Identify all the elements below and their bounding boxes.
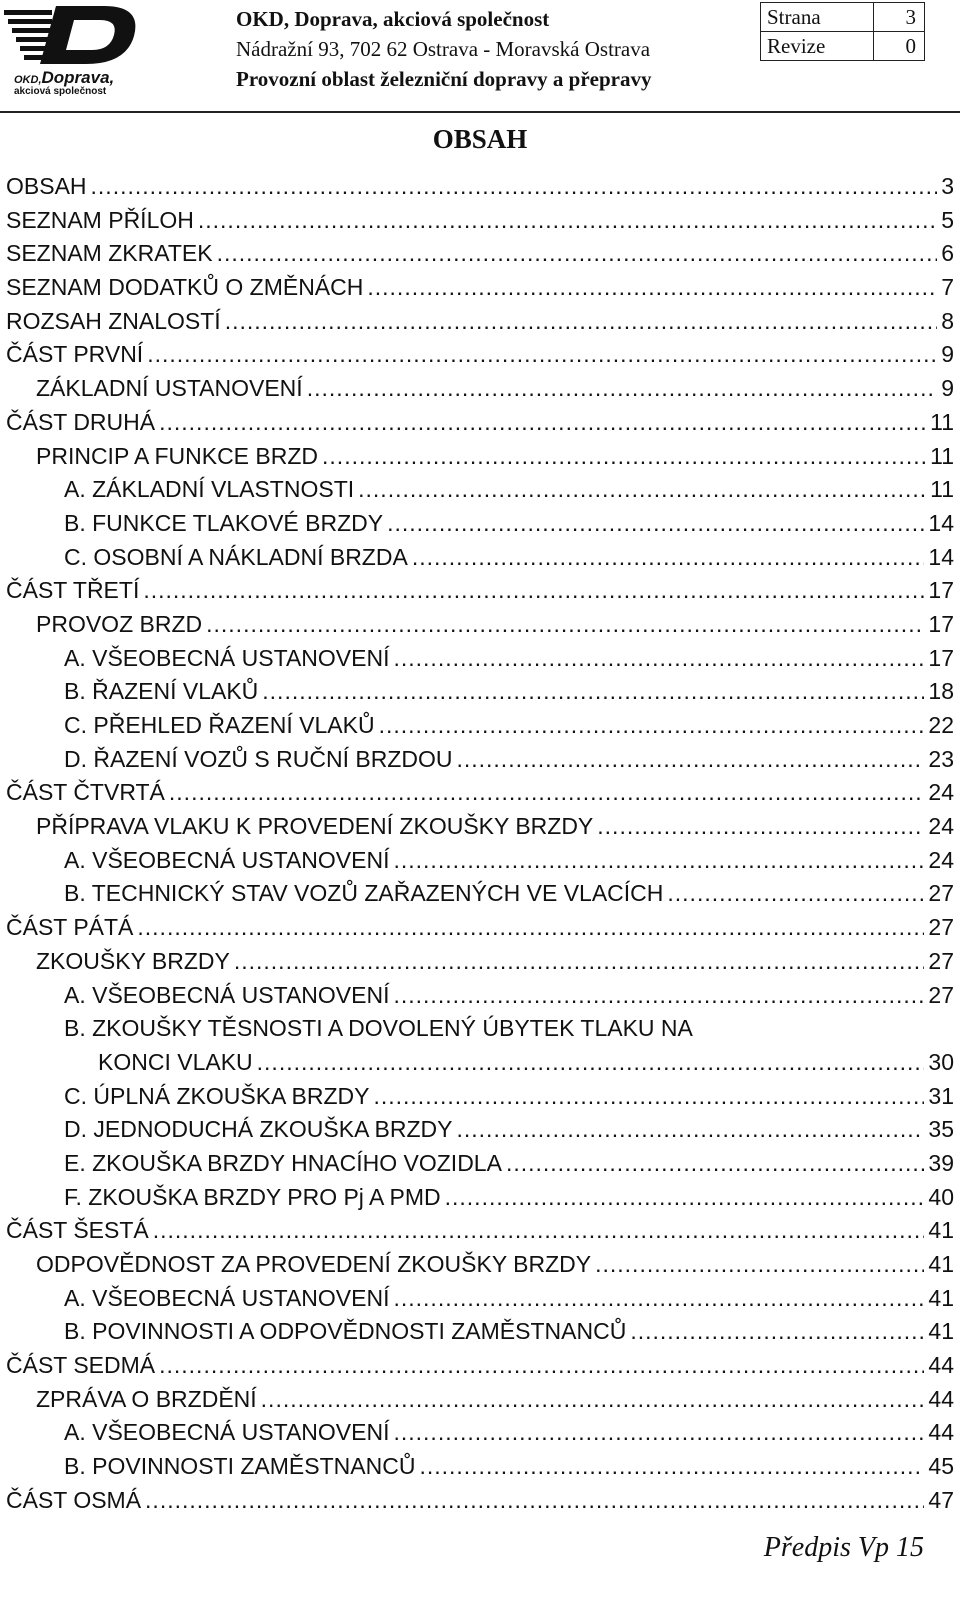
toc-entry-page: 27	[928, 981, 954, 1008]
toc-entry-label: C. OSOBNÍ A NÁKLADNÍ BRZDA	[64, 543, 408, 570]
toc-dot-leader	[419, 1450, 924, 1484]
toc-entry-page: 41	[928, 1318, 954, 1345]
toc-entry-page: 17	[928, 577, 954, 604]
toc-dot-leader	[358, 473, 926, 507]
toc-entry-label: ZÁKLADNÍ USTANOVENÍ	[36, 375, 303, 402]
toc-dot-leader	[206, 608, 924, 642]
toc-dot-leader	[153, 1214, 925, 1248]
page-label: Strana	[761, 3, 874, 32]
toc-entry[interactable]	[6, 372, 954, 406]
toc-entry-row	[36, 945, 954, 979]
toc-entry-label: ZPRÁVA O BRZDĚNÍ	[36, 1385, 257, 1412]
toc-entry-page: 8	[941, 307, 954, 334]
toc-entry[interactable]	[6, 1484, 954, 1518]
logo-mark-icon	[4, 4, 144, 74]
company-department: Provozní oblast železniční dopravy a přepravy	[236, 67, 652, 91]
toc-entry[interactable]	[6, 675, 954, 709]
toc-entry-page: 17	[928, 610, 954, 637]
toc-entry-row	[64, 979, 954, 1013]
toc-entry-label: SEZNAM DODATKŮ O ZMĚNÁCH	[6, 274, 364, 301]
toc-dot-leader	[387, 507, 924, 541]
toc-entry-page: 40	[928, 1183, 954, 1210]
toc-entry-page: 44	[928, 1419, 954, 1446]
toc-dot-leader	[595, 1248, 924, 1282]
toc-entry-page: 41	[928, 1251, 954, 1278]
toc-entry-label: B. POVINNOSTI ZAMĚSTNANCŮ	[64, 1453, 416, 1480]
toc-entry[interactable]	[6, 1282, 954, 1316]
toc-entry-label: ČÁST ŠESTÁ	[6, 1217, 149, 1244]
toc-entry-page: 7	[941, 274, 954, 301]
toc-entry-page: 31	[928, 1082, 954, 1109]
toc-dot-leader	[145, 1484, 924, 1518]
toc-entry-label: PŘÍPRAVA VLAKU K PROVEDENÍ ZKOUŠKY BRZDY	[36, 813, 594, 840]
toc-entry-page: 11	[930, 408, 954, 435]
toc-entry-row	[6, 271, 954, 305]
toc-dot-leader	[393, 1282, 924, 1316]
toc-entry[interactable]	[6, 1315, 954, 1349]
page-meta-table	[760, 2, 925, 61]
toc-entry-row	[64, 1147, 954, 1181]
toc-entry-label: ČÁST DRUHÁ	[6, 408, 156, 435]
toc-dot-leader	[445, 1181, 925, 1215]
toc-entry-row	[64, 1080, 954, 1114]
toc-entry-page: 41	[928, 1217, 954, 1244]
toc-entry-label: ZKOUŠKY BRZDY	[36, 947, 230, 974]
toc-entry-page: 30	[928, 1048, 954, 1075]
toc-entry-row	[6, 574, 954, 608]
toc-dot-leader	[234, 945, 925, 979]
toc-entry-row	[64, 844, 954, 878]
toc-dot-leader	[307, 372, 938, 406]
toc-entry-row	[36, 810, 954, 844]
toc-entry-label: F. ZKOUŠKA BRZDY PRO Pj A PMD	[64, 1183, 441, 1210]
toc-entry-page: 44	[928, 1385, 954, 1412]
toc-entry-row	[6, 237, 954, 271]
toc-dot-leader	[261, 1383, 925, 1417]
toc-entry-page: 18	[928, 678, 954, 705]
toc-entry-label: ČÁST OSMÁ	[6, 1486, 142, 1513]
toc-entry-label: A. VŠEOBECNÁ USTANOVENÍ	[64, 644, 390, 671]
toc-dot-leader	[667, 877, 924, 911]
toc-entry-page: 6	[941, 240, 954, 267]
toc-dot-leader	[630, 1315, 924, 1349]
toc-entry-page: 9	[941, 341, 954, 368]
toc-entry-row	[64, 507, 954, 541]
toc-entry-row	[6, 305, 954, 339]
toc-entry[interactable]	[6, 1147, 954, 1181]
toc-entry-row	[64, 743, 954, 777]
toc-entry-row	[6, 1484, 954, 1518]
toc-entry[interactable]	[6, 507, 954, 541]
toc-dot-leader	[367, 271, 937, 305]
toc-entry-label: D. JEDNODUCHÁ ZKOUŠKA BRZDY	[64, 1116, 453, 1143]
toc-entry[interactable]	[6, 1012, 954, 1079]
toc-entry-row	[64, 541, 954, 575]
toc-entry[interactable]	[6, 911, 954, 945]
toc-entry[interactable]	[6, 776, 954, 810]
toc-entry-row	[64, 1046, 954, 1080]
toc-entry[interactable]	[6, 1113, 954, 1147]
document-header	[0, 0, 960, 112]
toc-entry-label: PRINCIP A FUNKCE BRZD	[36, 442, 319, 469]
toc-entry-row	[64, 1416, 954, 1450]
toc-dot-leader	[393, 1416, 924, 1450]
toc-entry-label: ODPOVĚDNOST ZA PROVEDENÍ ZKOUŠKY BRZDY	[36, 1251, 592, 1278]
toc-dot-leader	[412, 541, 925, 575]
toc-dot-leader	[159, 1349, 924, 1383]
toc-entry-row	[64, 1113, 954, 1147]
toc-entry-row	[6, 204, 954, 238]
toc-entry[interactable]	[6, 541, 954, 575]
toc-entry-row	[36, 1248, 954, 1282]
toc-entry[interactable]	[6, 271, 954, 305]
toc-dot-leader	[393, 844, 924, 878]
toc-entry-row	[6, 1214, 954, 1248]
toc-entry[interactable]	[6, 1248, 954, 1282]
toc-entry-row	[6, 1349, 954, 1383]
toc-entry-label: ČÁST ČTVRTÁ	[6, 779, 165, 806]
toc-dot-leader	[257, 1046, 925, 1080]
toc-entry-page: 9	[941, 375, 954, 402]
toc-entry[interactable]	[6, 237, 954, 271]
toc-entry-label: A. VŠEOBECNÁ USTANOVENÍ	[64, 1419, 390, 1446]
toc-entry[interactable]	[6, 473, 954, 507]
toc-entry-label: A. ZÁKLADNÍ VLASTNOSTI	[64, 476, 355, 503]
toc-entry-label: SEZNAM ZKRATEK	[6, 240, 213, 267]
table-of-contents	[6, 170, 954, 1518]
toc-entry-label: C. ÚPLNÁ ZKOUŠKA BRZDY	[64, 1082, 370, 1109]
toc-entry-page: 39	[928, 1149, 954, 1176]
toc-entry-label: ČÁST SEDMÁ	[6, 1352, 156, 1379]
toc-entry-page: 24	[928, 813, 954, 840]
toc-entry-label: B. FUNKCE TLAKOVÉ BRZDY	[64, 509, 384, 536]
toc-entry-page: 47	[928, 1486, 954, 1513]
toc-dot-leader	[225, 305, 938, 339]
toc-entry-label: B. TECHNICKÝ STAV VOZŮ ZAŘAZENÝCH VE VLACÍCH	[64, 880, 664, 907]
toc-entry-label: C. PŘEHLED ŘAZENÍ VLAKŮ	[64, 712, 375, 738]
toc-entry-label: D. ŘAZENÍ VOZŮ S RUČNÍ BRZDOU	[64, 745, 453, 772]
toc-entry-label: A. VŠEOBECNÁ USTANOVENÍ	[64, 1284, 390, 1311]
toc-entry-page: 3	[941, 173, 954, 199]
toc-entry-row	[64, 1315, 954, 1349]
toc-entry-label: OBSAH	[6, 173, 87, 199]
revision-label: Revize	[761, 32, 874, 61]
toc-dot-leader	[393, 979, 924, 1013]
toc-entry[interactable]	[6, 305, 954, 339]
toc-entry-page: 24	[928, 779, 954, 806]
header-divider	[0, 111, 960, 113]
toc-dot-leader	[506, 1147, 924, 1181]
toc-entry[interactable]	[6, 1181, 954, 1215]
toc-entry-row	[64, 1181, 954, 1215]
toc-entry[interactable]	[6, 608, 954, 642]
company-info	[236, 4, 736, 94]
toc-entry-page: 35	[928, 1116, 954, 1143]
toc-dot-leader	[379, 709, 925, 743]
toc-entry[interactable]	[6, 1450, 954, 1484]
toc-entry-page: 41	[928, 1284, 954, 1311]
toc-entry[interactable]	[6, 338, 954, 372]
revision-number: 0	[874, 32, 925, 61]
toc-entry[interactable]	[6, 979, 954, 1013]
toc-dot-leader	[143, 574, 924, 608]
toc-entry[interactable]	[6, 406, 954, 440]
toc-entry-label: ČÁST PÁTÁ	[6, 914, 134, 941]
toc-entry[interactable]	[6, 204, 954, 238]
toc-entry-page: 27	[928, 914, 954, 941]
toc-entry-label: ČÁST TŘETÍ	[6, 577, 140, 604]
toc-entry[interactable]	[6, 574, 954, 608]
toc-entry-page: 22	[928, 712, 954, 738]
toc-entry-page: 14	[928, 543, 954, 570]
toc-dot-leader	[169, 776, 925, 810]
company-logo	[4, 4, 144, 96]
toc-entry-page: 5	[941, 206, 954, 233]
page-number: 3	[874, 3, 925, 32]
toc-entry-row	[36, 440, 954, 474]
toc-entry-label: PROVOZ BRZD	[36, 610, 203, 637]
page-row	[761, 3, 925, 32]
toc-entry-page: 17	[928, 644, 954, 671]
toc-entry[interactable]	[6, 440, 954, 474]
toc-entry-page: 14	[928, 509, 954, 536]
toc-dot-leader	[147, 338, 937, 372]
toc-entry-label: E. ZKOUŠKA BRZDY HNACÍHO VOZIDLA	[64, 1149, 502, 1176]
toc-dot-leader	[137, 911, 924, 945]
toc-entry[interactable]	[6, 1214, 954, 1248]
toc-entry-page: 27	[928, 880, 954, 907]
logo-subtitle: akciová společnost	[14, 86, 107, 97]
toc-entry-label: SEZNAM PŘÍLOH	[6, 206, 194, 233]
toc-dot-leader	[393, 642, 924, 676]
toc-dot-leader	[456, 743, 924, 777]
toc-entry[interactable]	[6, 810, 954, 844]
toc-entry-row	[6, 406, 954, 440]
toc-entry[interactable]	[6, 877, 954, 911]
toc-entry-page: 23	[928, 745, 954, 772]
toc-entry-label: ROZSAH ZNALOSTÍ	[6, 307, 221, 334]
toc-entry-row	[6, 911, 954, 945]
toc-entry-page: 11	[930, 442, 954, 469]
toc-entry[interactable]	[6, 1349, 954, 1383]
page-title: OBSAH	[432, 124, 528, 154]
toc-entry-row	[64, 709, 954, 743]
toc-entry[interactable]	[6, 743, 954, 777]
toc-entry-row	[64, 473, 954, 507]
toc-entry-label: B. ŘAZENÍ VLAKŮ	[64, 678, 259, 705]
toc-entry-row	[64, 1450, 954, 1484]
toc-entry-row	[64, 675, 954, 709]
toc-entry-label: A. VŠEOBECNÁ USTANOVENÍ	[64, 846, 390, 873]
toc-entry-page: 11	[930, 476, 954, 503]
toc-dot-leader	[597, 810, 924, 844]
toc-entry-page: 24	[928, 846, 954, 873]
toc-entry-label: B. ZKOUŠKY TĚSNOSTI A DOVOLENÝ ÚBYTEK TLAKU NA	[64, 1015, 693, 1042]
revision-row	[761, 32, 925, 61]
toc-dot-leader	[322, 440, 926, 474]
toc-entry-page: 45	[928, 1453, 954, 1480]
toc-entry-row	[6, 776, 954, 810]
toc-entry-page: 27	[928, 947, 954, 974]
toc-entry-row	[36, 608, 954, 642]
document-footer: Předpis Vp 15	[763, 1532, 924, 1563]
toc-entry-row	[36, 372, 954, 406]
toc-entry[interactable]	[6, 945, 954, 979]
toc-entry[interactable]	[6, 642, 954, 676]
toc-entry[interactable]	[6, 709, 954, 743]
toc-dot-leader	[373, 1080, 924, 1114]
toc-dot-leader	[217, 237, 938, 271]
toc-entry[interactable]	[6, 1383, 954, 1417]
toc-entry[interactable]	[6, 170, 954, 204]
toc-dot-leader	[91, 170, 938, 204]
toc-entry-label-continuation: KONCI VLAKU	[98, 1048, 253, 1075]
toc-entry-row	[36, 1383, 954, 1417]
toc-dot-leader	[159, 406, 926, 440]
toc-entry-page: 44	[928, 1352, 954, 1379]
toc-entry-row	[64, 1282, 954, 1316]
toc-entry-label: A. VŠEOBECNÁ USTANOVENÍ	[64, 981, 390, 1008]
toc-entry[interactable]	[6, 1080, 954, 1114]
company-name: OKD, Doprava, akciová společnost	[236, 7, 550, 31]
toc-entry-row	[64, 877, 954, 911]
toc-entry-row	[6, 170, 954, 204]
toc-entry-row	[64, 642, 954, 676]
toc-dot-leader	[262, 675, 924, 709]
logo-wordmark: OKD,Doprava,	[14, 68, 115, 87]
toc-dot-leader	[198, 204, 937, 238]
toc-entry[interactable]	[6, 1416, 954, 1450]
toc-dot-leader	[457, 1113, 925, 1147]
company-address: Nádražní 93, 702 62 Ostrava - Moravská Ostrava	[236, 37, 651, 61]
toc-entry-row	[6, 338, 954, 372]
toc-entry[interactable]	[6, 844, 954, 878]
toc-entry-label: ČÁST PRVNÍ	[6, 341, 144, 368]
toc-entry-label: B. POVINNOSTI A ODPOVĚDNOSTI ZAMĚSTNANCŮ	[64, 1318, 627, 1345]
